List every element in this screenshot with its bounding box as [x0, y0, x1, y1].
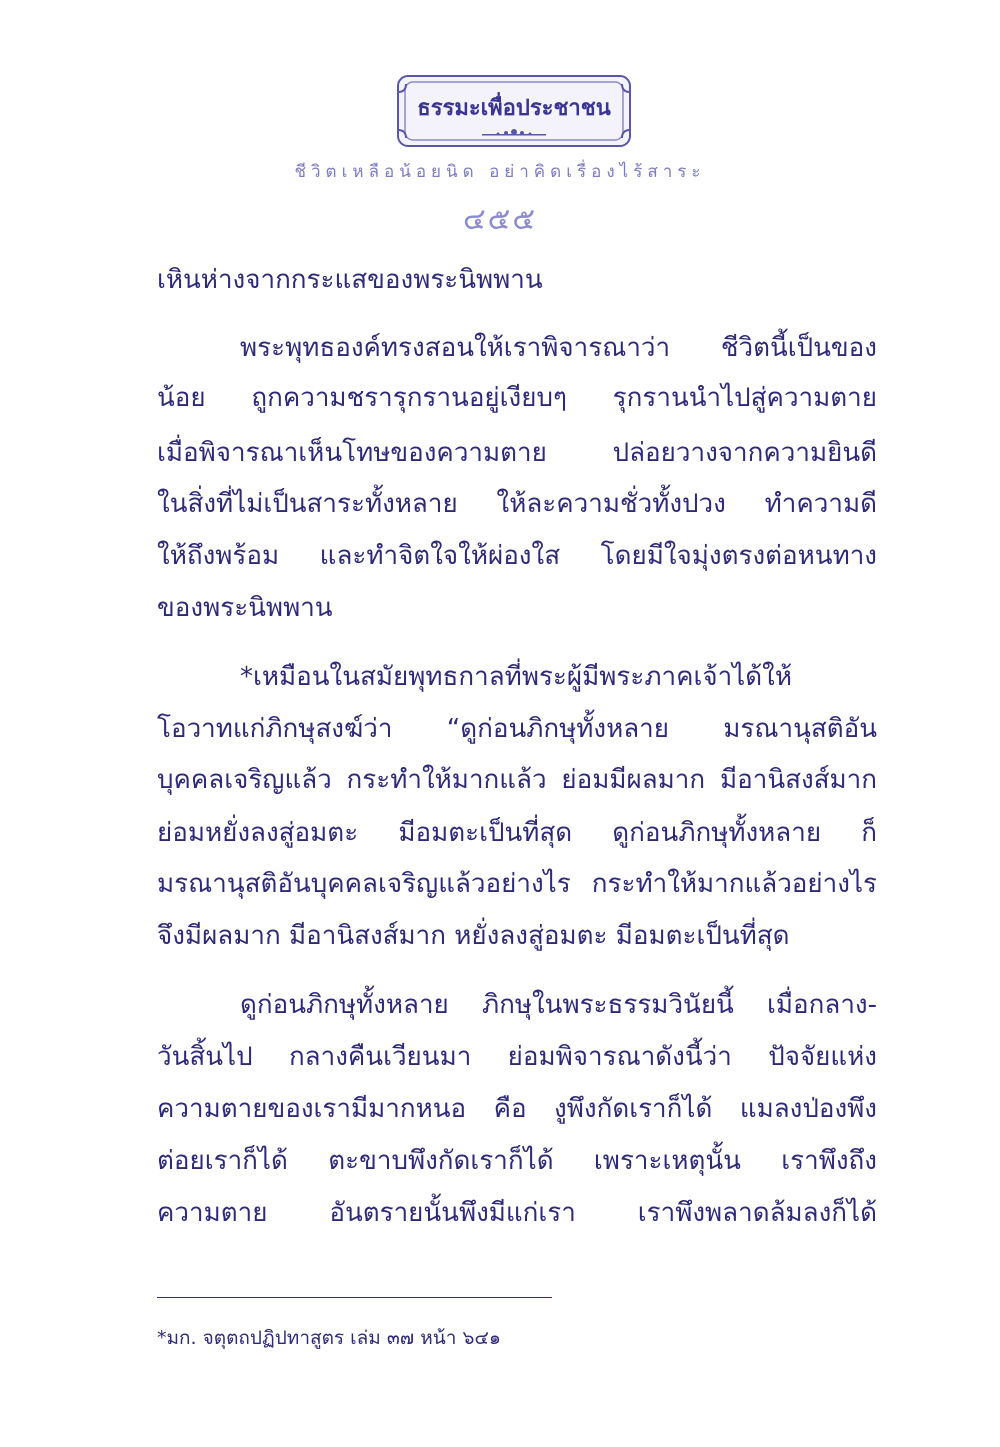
paragraph-line: ความตายของเรามีมากหนอ คือ งูพึงกัดเราก็ได้ แมลงป่องพึง	[157, 1094, 877, 1124]
paragraph-line: น้อย ถูกความชรารุกรานอยู่เงียบๆ รุกรานนำไปสู่ความตาย	[157, 383, 877, 413]
paragraph-line: ความตาย อันตรายนั้นพึงมีแก่เรา เราพึงพลาดล้มลงก็ได้	[157, 1198, 877, 1228]
header-tagline: ชีวิตเหลือน้อยนิด อย่าคิดเรื่องไร้สาระ	[294, 162, 706, 182]
paragraph-line: ของพระนิพพาน	[157, 593, 333, 623]
paragraph-line: ต่อยเราก็ได้ ตะขาบพึงกัดเราก็ได้ เพราะเหตุนั้น เราพึงถึง	[157, 1146, 877, 1176]
footnote-text: *มก. จตุตถปฏิปทาสูตร เล่ม ๓๗ หน้า ๖๔๑	[157, 1327, 501, 1349]
section-heading-line: เหินห่างจากกระแสของพระนิพพาน	[157, 265, 543, 295]
paragraph-line: ให้ถึงพร้อม และทำจิตใจให้ผ่องใส โดยมีใจมุ่งตรงต่อหนทาง	[157, 541, 877, 571]
logo-title: ธรรมะเพื่อประชาชน	[417, 96, 611, 121]
paragraph-line: บุคคลเจริญแล้ว กระทำให้มากแล้ว ย่อมมีผลมาก มีอานิสงส์มาก	[157, 765, 877, 795]
header-logo	[392, 70, 636, 152]
paragraph-line: พระพุทธองค์ทรงสอนให้เราพิจารณาว่า ชีวิตนี้เป็นของ	[240, 333, 877, 363]
paragraph-line: วันสิ้นไป กลางคืนเวียนมา ย่อมพิจารณาดังนี้ว่า ปัจจัยแห่ง	[157, 1042, 877, 1072]
paragraph-line: จึงมีผลมาก มีอานิสงส์มาก หยั่งลงสู่อมตะ มีอมตะเป็นที่สุด	[157, 921, 790, 951]
paragraph-line: โอวาทแก่ภิกษุสงฆ์ว่า “ดูก่อนภิกษุทั้งหลาย มรณานุสติอัน	[157, 714, 877, 744]
paragraph-line: ย่อมหยั่งลงสู่อมตะ มีอมตะเป็นที่สุด ดูก่อนภิกษุทั้งหลาย ก็	[157, 818, 877, 848]
paragraph-line: ในสิ่งที่ไม่เป็นสาระทั้งหลาย ให้ละความชั่วทั้งปวง ทำความดี	[157, 489, 877, 519]
footnote-divider	[157, 1297, 552, 1298]
paragraph-line: ดูก่อนภิกษุทั้งหลาย ภิกษุในพระธรรมวินัยนี้ เมื่อกลาง-	[240, 990, 877, 1020]
page-number: ๔๕๕	[462, 202, 538, 237]
paragraph-line: มรณานุสติอันบุคคลเจริญแล้วอย่างไร กระทำให้มากแล้วอย่างไร	[157, 869, 877, 899]
paragraph-line: *เหมือนในสมัยพุทธกาลที่พระผู้มีพระภาคเจ้าได้ให้	[240, 662, 792, 692]
paragraph-line: เมื่อพิจารณาเห็นโทษของความตาย ปล่อยวางจากความยินดี	[157, 438, 877, 468]
